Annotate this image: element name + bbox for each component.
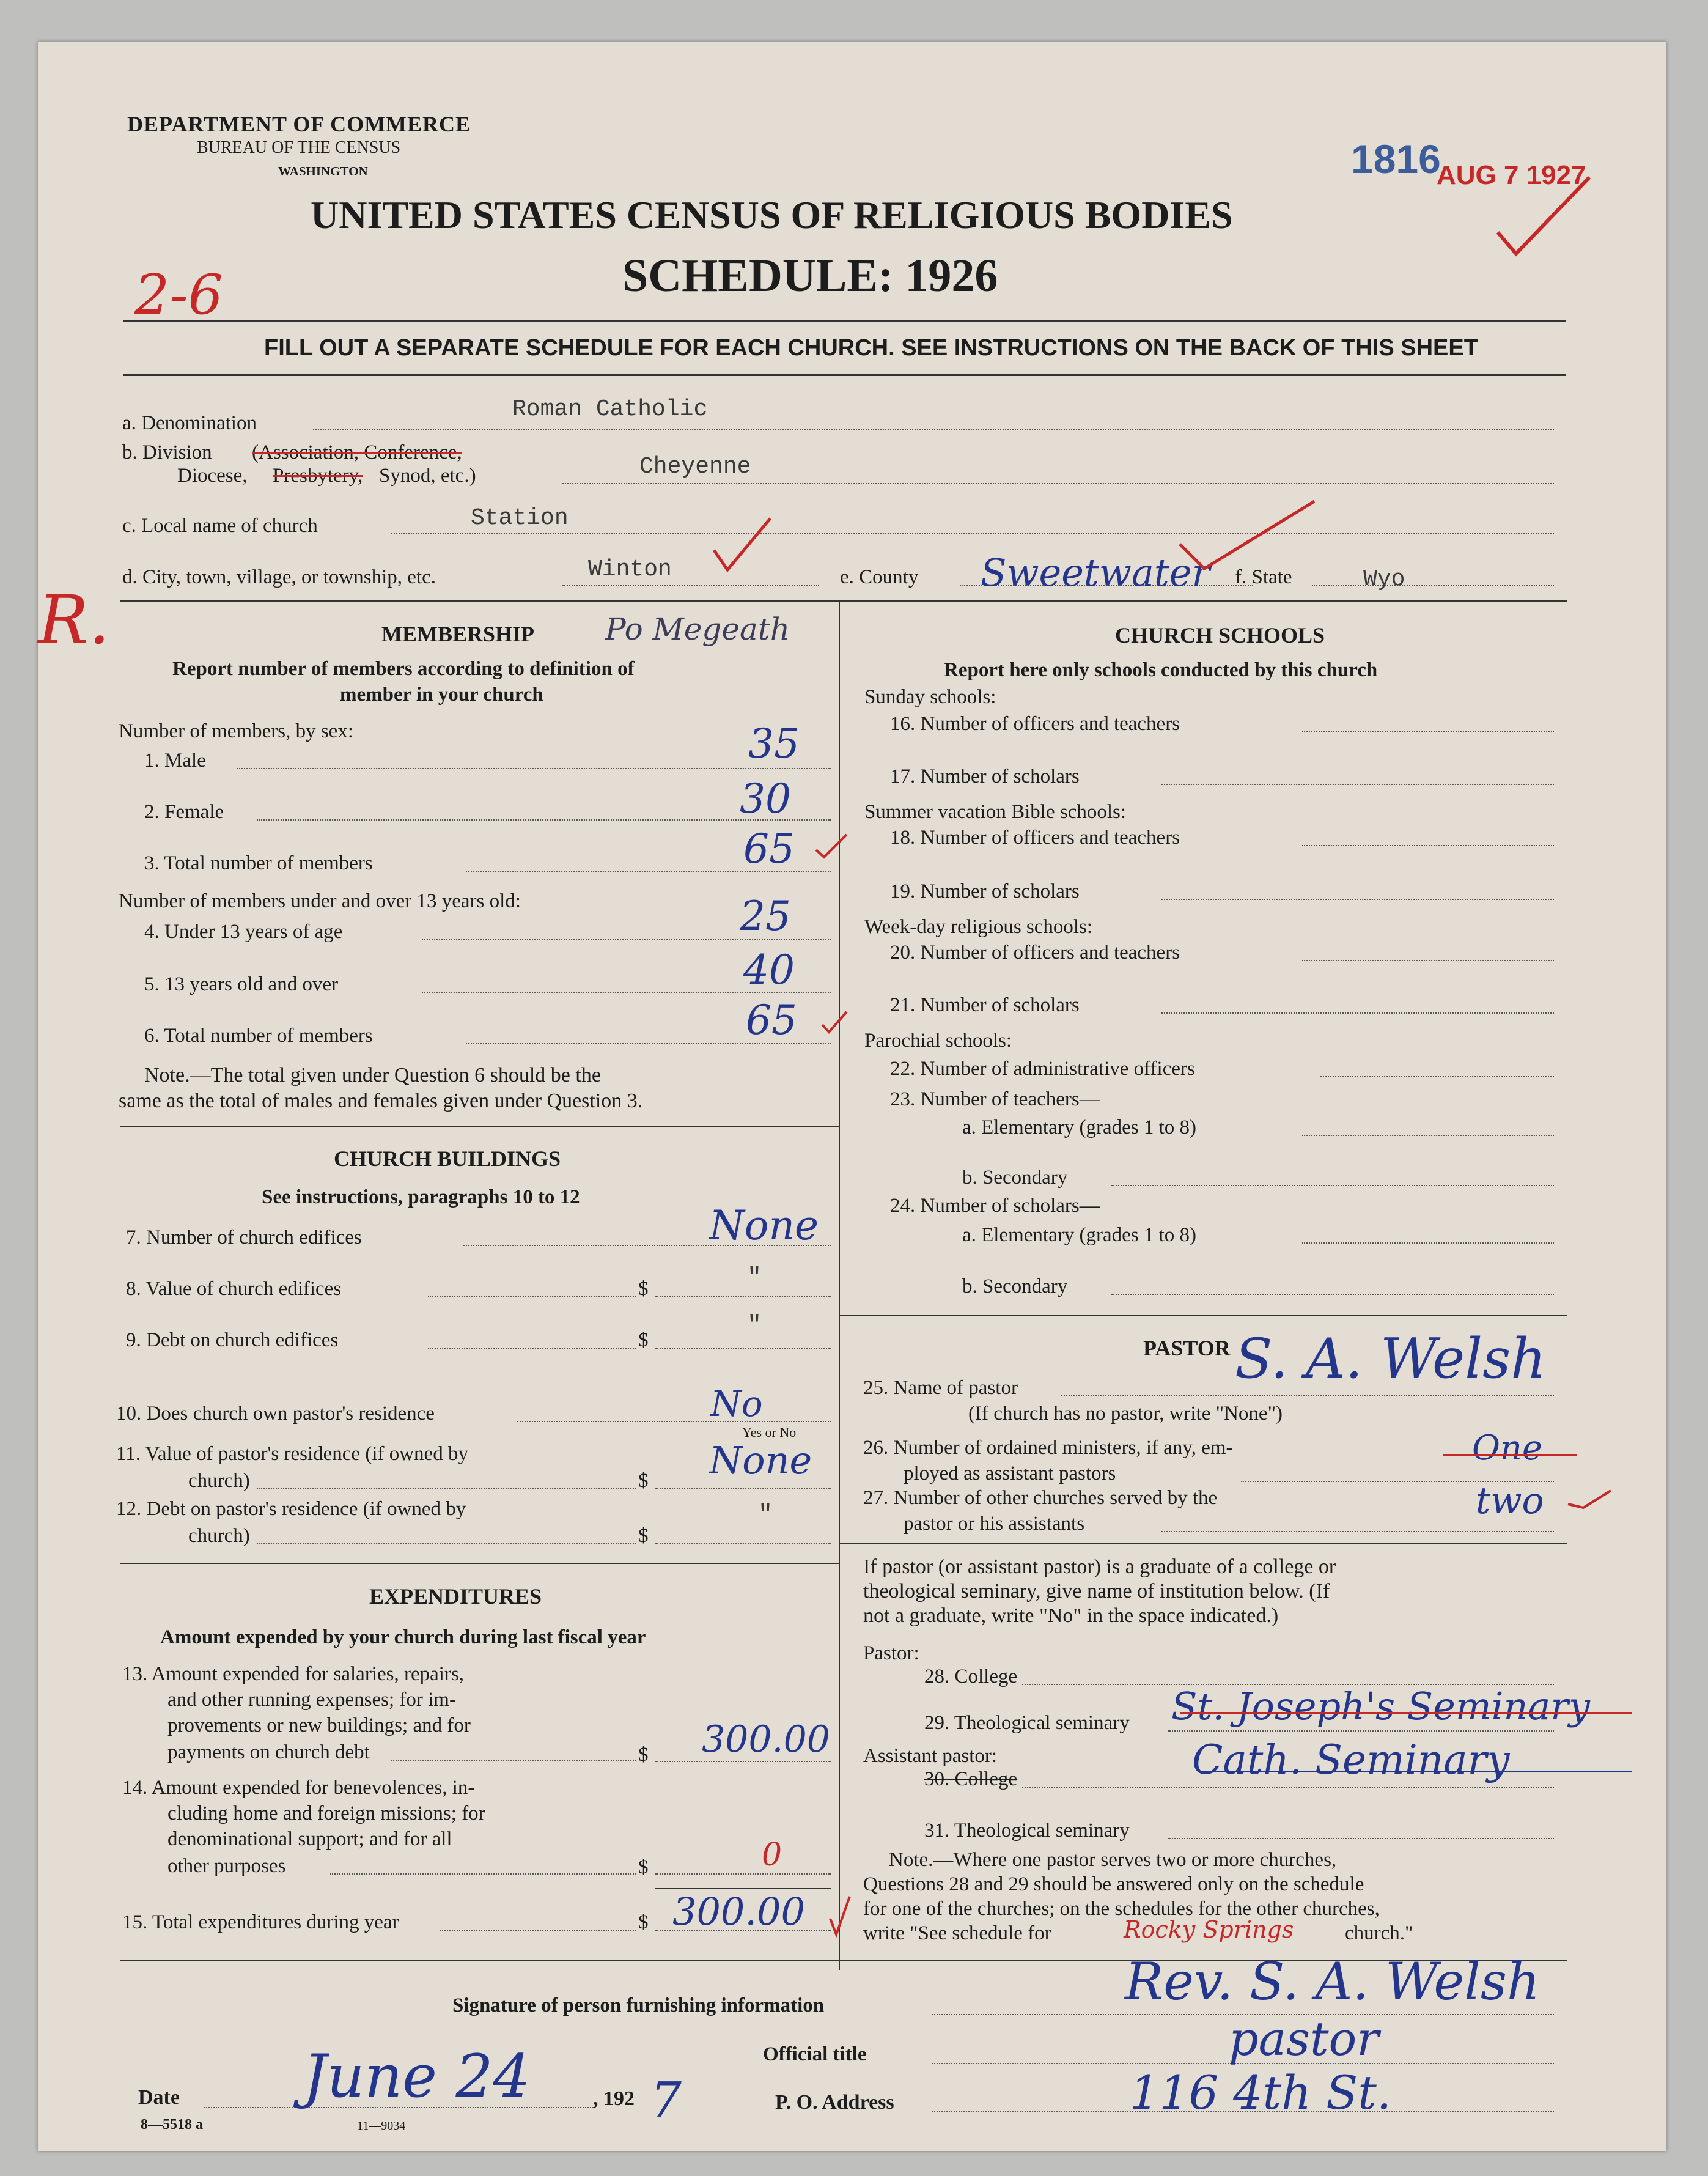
membership-note-2: same as the total of males and females given under Question 3.: [119, 1090, 643, 1112]
po-address-value: 116 4th St.: [1130, 2065, 1391, 2120]
date-year-prefix: , 192: [593, 2087, 635, 2110]
q27-line: [1161, 1531, 1554, 1532]
q30-label: 30. College: [924, 1768, 1018, 1790]
handwritten-code: 2-6: [134, 263, 223, 327]
members-by-age-label: Number of members under and over 13 years old:: [119, 890, 521, 912]
q13-value: 300.00: [702, 1718, 830, 1761]
q11-label-1: 11. Value of pastor's residence (if owned by: [116, 1443, 468, 1465]
q6-label: 6. Total number of members: [144, 1025, 373, 1047]
division-value: Cheyenne: [639, 454, 751, 480]
date-label: Date: [138, 2086, 180, 2109]
q9-value: ": [747, 1312, 762, 1340]
q28-label: 28. College: [924, 1665, 1018, 1687]
red-check-mark-icon: [1174, 495, 1320, 575]
q16-label: 16. Number of officers and teachers: [890, 713, 1180, 735]
q12-label-2: church): [188, 1525, 250, 1547]
q14-label-1: 14. Amount expended for benevolences, in-: [122, 1777, 475, 1799]
q18-label: 18. Number of officers and teachers: [890, 827, 1180, 849]
q9-dollar: $: [638, 1329, 649, 1351]
local-name-value: Station: [471, 505, 569, 531]
graduate-instruction-2: theological seminary, give name of institution below. (If: [863, 1580, 1330, 1602]
diocese-label: Diocese,: [177, 465, 248, 487]
q11-dollar: $: [638, 1470, 649, 1492]
schools-subtitle: Report here only schools conducted by this church: [944, 659, 1378, 681]
q11-amount-line: [655, 1488, 831, 1489]
red-check-mark-icon: [828, 1894, 852, 1938]
q23-label: 23. Number of teachers—: [890, 1088, 1100, 1110]
graduate-instruction-3: not a graduate, write "No" in the space indicated.): [863, 1604, 1279, 1627]
q12-line: [257, 1543, 636, 1544]
q14-amount-line: [655, 1873, 831, 1875]
q10-label: 10. Does church own pastor's residence: [116, 1403, 435, 1425]
q20-label: 20. Number of officers and teachers: [890, 942, 1180, 964]
city-heading: WASHINGTON: [278, 164, 368, 179]
pastor-label: Pastor:: [863, 1642, 919, 1664]
city-value: Winton: [588, 556, 672, 583]
q5-value: 40: [743, 946, 795, 994]
pastor-note-2: Questions 28 and 29 should be answered only on the schedule: [863, 1873, 1364, 1895]
q16-line: [1302, 731, 1554, 732]
q26-value: One: [1472, 1428, 1543, 1468]
city-label: d. City, town, village, or township, etc.: [122, 566, 436, 588]
q29-line: [1168, 1730, 1554, 1732]
parochial-schools-label: Parochial schools:: [864, 1030, 1012, 1052]
pastor-title: PASTOR: [1143, 1336, 1231, 1360]
q13-label-2: and other running expenses; for im-: [167, 1689, 456, 1711]
q3-value: 65: [743, 825, 795, 872]
q14-dollar: $: [638, 1856, 649, 1878]
q23a-line: [1302, 1135, 1554, 1136]
q11-value: None: [709, 1438, 812, 1483]
q27-value: two: [1476, 1480, 1544, 1522]
q21-line: [1161, 1012, 1554, 1014]
q23b-label: b. Secondary: [962, 1167, 1068, 1189]
q21-label: 21. Number of scholars: [890, 994, 1080, 1016]
q14-line: [330, 1873, 636, 1875]
q8-value: ": [747, 1264, 762, 1292]
red-check-mark-icon: [813, 832, 850, 862]
buildings-title: CHURCH BUILDINGS: [334, 1146, 561, 1171]
q13-label-1: 13. Amount expended for salaries, repairs,: [122, 1663, 465, 1685]
print-number: 11—9034: [357, 2119, 406, 2133]
q13-label-3: provements or new buildings; and for: [167, 1714, 471, 1736]
membership-note-1: Note.—The total given under Question 6 should be the: [144, 1064, 601, 1086]
header-rule-top: [123, 320, 1566, 322]
department-heading: DEPARTMENT OF COMMERCE: [127, 112, 471, 136]
form-title: UNITED STATES CENSUS OF RELIGIOUS BODIES: [311, 193, 1233, 237]
q25-hint: (If church has no pastor, write "None"): [968, 1403, 1283, 1425]
q12-dollar: $: [638, 1525, 649, 1547]
q29-label: 29. Theological seminary: [924, 1712, 1130, 1734]
q12-amount-line: [655, 1543, 831, 1544]
q14-label-4: other purposes: [167, 1855, 286, 1877]
column-divider: [839, 600, 840, 1970]
q13-label-4: payments on church debt: [167, 1741, 370, 1763]
q9-label: 9. Debt on church edifices: [126, 1329, 339, 1351]
local-name-line: [391, 533, 1554, 534]
q14-label-2: cluding home and foreign missions; for: [167, 1802, 485, 1824]
red-check-mark-icon: [1492, 171, 1596, 263]
membership-subtitle-1: Report number of members according to definition of: [172, 658, 635, 680]
q1-line: [237, 768, 831, 769]
division-struck-text: (Association, Conference,: [252, 441, 462, 463]
q12-value: ": [758, 1502, 773, 1529]
summer-schools-label: Summer vacation Bible schools:: [864, 801, 1127, 823]
q11-label-2: church): [188, 1470, 250, 1492]
q26-strike-mark: [1443, 1454, 1577, 1456]
denomination-value: Roman Catholic: [512, 396, 708, 422]
q22-label: 22. Number of administrative officers: [890, 1058, 1195, 1080]
instruction-banner: FILL OUT A SEPARATE SCHEDULE FOR EACH CHURCH. SEE INSTRUCTIONS ON THE BACK OF THIS SHEET: [264, 335, 1478, 361]
q13-line: [391, 1760, 636, 1761]
schedule-title: SCHEDULE: 1926: [622, 250, 998, 301]
q7-label: 7. Number of church edifices: [126, 1226, 362, 1248]
county-label: e. County: [840, 566, 919, 588]
bureau-heading: BUREAU OF THE CENSUS: [197, 138, 401, 157]
state-line: [1312, 585, 1554, 586]
q6-value: 65: [746, 997, 797, 1044]
q1-value: 35: [748, 720, 800, 767]
q5-label: 5. 13 years old and over: [144, 973, 339, 995]
q24-label: 24. Number of scholars—: [890, 1195, 1100, 1217]
q26-label-2: ployed as assistant pastors: [904, 1462, 1116, 1484]
q23b-line: [1111, 1185, 1554, 1186]
q2-value: 30: [740, 775, 791, 822]
section-divider: [120, 600, 1567, 602]
q12-label-1: 12. Debt on pastor's residence (if owned by: [116, 1498, 466, 1520]
q9-amount-line: [655, 1348, 831, 1349]
red-check-mark-icon: [709, 514, 776, 581]
q3-label: 3. Total number of members: [144, 852, 373, 874]
pastor-note-1: Note.—Where one pastor serves two or more churches,: [889, 1849, 1337, 1871]
q24b-line: [1111, 1294, 1554, 1295]
q31-line: [1168, 1838, 1554, 1839]
presbytery-struck-text: Presbytery,: [273, 465, 363, 487]
weekday-schools-label: Week-day religious schools:: [864, 916, 1093, 938]
division-label: b. Division: [122, 441, 212, 463]
members-by-sex-label: Number of members, by sex:: [119, 720, 353, 742]
q24b-label: b. Secondary: [962, 1275, 1068, 1297]
q11-line: [257, 1488, 636, 1489]
po-address-label: P. O. Address: [775, 2091, 894, 2114]
state-value: Wyo: [1363, 566, 1405, 592]
local-name-label: c. Local name of church: [122, 515, 318, 537]
membership-bottom-rule: [120, 1126, 839, 1127]
q24a-label: a. Elementary (grades 1 to 8): [962, 1224, 1197, 1246]
q17-line: [1161, 784, 1554, 785]
signature-value: Rev. S. A. Welsh: [1125, 1952, 1541, 2012]
q30-value: Cath. Seminary: [1192, 1736, 1510, 1783]
schools-title: CHURCH SCHOOLS: [1115, 623, 1325, 647]
pastor-mid-rule: [839, 1543, 1567, 1544]
q27-label-1: 27. Number of other churches served by the: [863, 1487, 1218, 1509]
q10-line: [517, 1421, 831, 1422]
q2-label: 2. Female: [144, 801, 224, 823]
pastor-note-4a: write "See schedule for: [863, 1922, 1051, 1944]
pastor-note-3: for one of the churches; on the schedules for the other churches,: [863, 1898, 1380, 1920]
q22-line: [1320, 1076, 1554, 1077]
assistant-pastor-label: Assistant pastor:: [863, 1745, 998, 1767]
denomination-line: [313, 429, 1554, 430]
q8-line: [428, 1296, 636, 1297]
division-line: [562, 483, 1554, 484]
q4-value: 25: [740, 893, 791, 940]
official-title-label: Official title: [763, 2043, 867, 2065]
q15-line: [440, 1930, 636, 1931]
q30-line: [1022, 1787, 1554, 1788]
q25-value: S. A. Welsh: [1235, 1327, 1547, 1391]
q20-line: [1302, 960, 1554, 961]
q27-label-2: pastor or his assistants: [904, 1513, 1085, 1535]
pastor-note-4-value: Rocky Springs: [1124, 1916, 1294, 1943]
signature-label: Signature of person furnishing information: [452, 1994, 825, 2016]
form-number: 8—5518 a: [141, 2117, 203, 2133]
date-value: June 24: [303, 2042, 531, 2111]
q26-label-1: 26. Number of ordained ministers, if any, em-: [863, 1437, 1233, 1459]
q10-hint: Yes or No: [742, 1425, 797, 1440]
q29-strike-mark: [1180, 1712, 1632, 1714]
receipt-stamp-number: 1816: [1351, 136, 1441, 182]
graduate-instruction-1: If pastor (or assistant pastor) is a graduate of a college or: [863, 1555, 1336, 1578]
q9-line: [428, 1348, 636, 1349]
date-year-digit: 7: [650, 2071, 682, 2128]
official-title-value: pastor: [1229, 2012, 1379, 2066]
q19-label: 19. Number of scholars: [890, 880, 1080, 902]
q31-label: 31. Theological seminary: [924, 1820, 1130, 1842]
expenditures-subtitle: Amount expended by your church during last fiscal year: [160, 1626, 646, 1648]
receipt-stamp-date: AUG 7 1927: [1437, 160, 1586, 190]
q23a-label: a. Elementary (grades 1 to 8): [962, 1116, 1197, 1138]
state-label: f. State: [1235, 566, 1292, 588]
denomination-label: a. Denomination: [122, 412, 257, 434]
q8-label: 8. Value of church edifices: [126, 1278, 342, 1300]
post-office-note: Po Megeath: [605, 611, 790, 647]
q15-value: 300.00: [672, 1889, 805, 1934]
membership-title: MEMBERSHIP: [381, 622, 535, 646]
q25-label: 25. Name of pastor: [863, 1377, 1018, 1399]
expenditures-title: EXPENDITURES: [369, 1584, 542, 1609]
q30-strike-mark: [1198, 1771, 1632, 1772]
county-value: Sweetwater: [981, 550, 1210, 595]
schools-bottom-rule: [839, 1315, 1567, 1316]
q24a-line: [1302, 1242, 1554, 1244]
q15-dollar: $: [638, 1911, 649, 1933]
red-check-mark-icon: [819, 1009, 850, 1036]
q13-amount-line: [655, 1761, 831, 1762]
synod-label: Synod, etc.): [379, 465, 476, 487]
q18-line: [1302, 845, 1554, 846]
membership-subtitle-2: member in your church: [340, 684, 543, 706]
q7-value: None: [709, 1202, 819, 1249]
q14-label-3: denominational support; and for all: [167, 1828, 452, 1850]
buildings-bottom-rule: [120, 1563, 839, 1564]
q25-line: [1061, 1395, 1554, 1396]
q4-label: 4. Under 13 years of age: [144, 921, 343, 943]
red-check-mark-icon: [1565, 1487, 1614, 1511]
city-line: [562, 585, 819, 586]
buildings-subtitle: See instructions, paragraphs 10 to 12: [262, 1186, 580, 1208]
q8-dollar: $: [638, 1278, 649, 1300]
sunday-schools-label: Sunday schools:: [864, 686, 996, 708]
q13-dollar: $: [638, 1744, 649, 1766]
q15-label: 15. Total expenditures during year: [122, 1911, 399, 1933]
header-rule-bottom: [123, 374, 1566, 376]
q10-value: No: [710, 1383, 763, 1425]
pastor-note-4b: church.": [1345, 1922, 1413, 1944]
q1-label: 1. Male: [144, 750, 206, 772]
q19-line: [1161, 899, 1554, 900]
margin-mark: R.: [38, 581, 110, 659]
q17-label: 17. Number of scholars: [890, 765, 1080, 787]
q8-amount-line: [655, 1296, 831, 1297]
q14-value: 0: [762, 1837, 782, 1873]
q29-value: St. Joseph's Seminary: [1171, 1684, 1591, 1728]
